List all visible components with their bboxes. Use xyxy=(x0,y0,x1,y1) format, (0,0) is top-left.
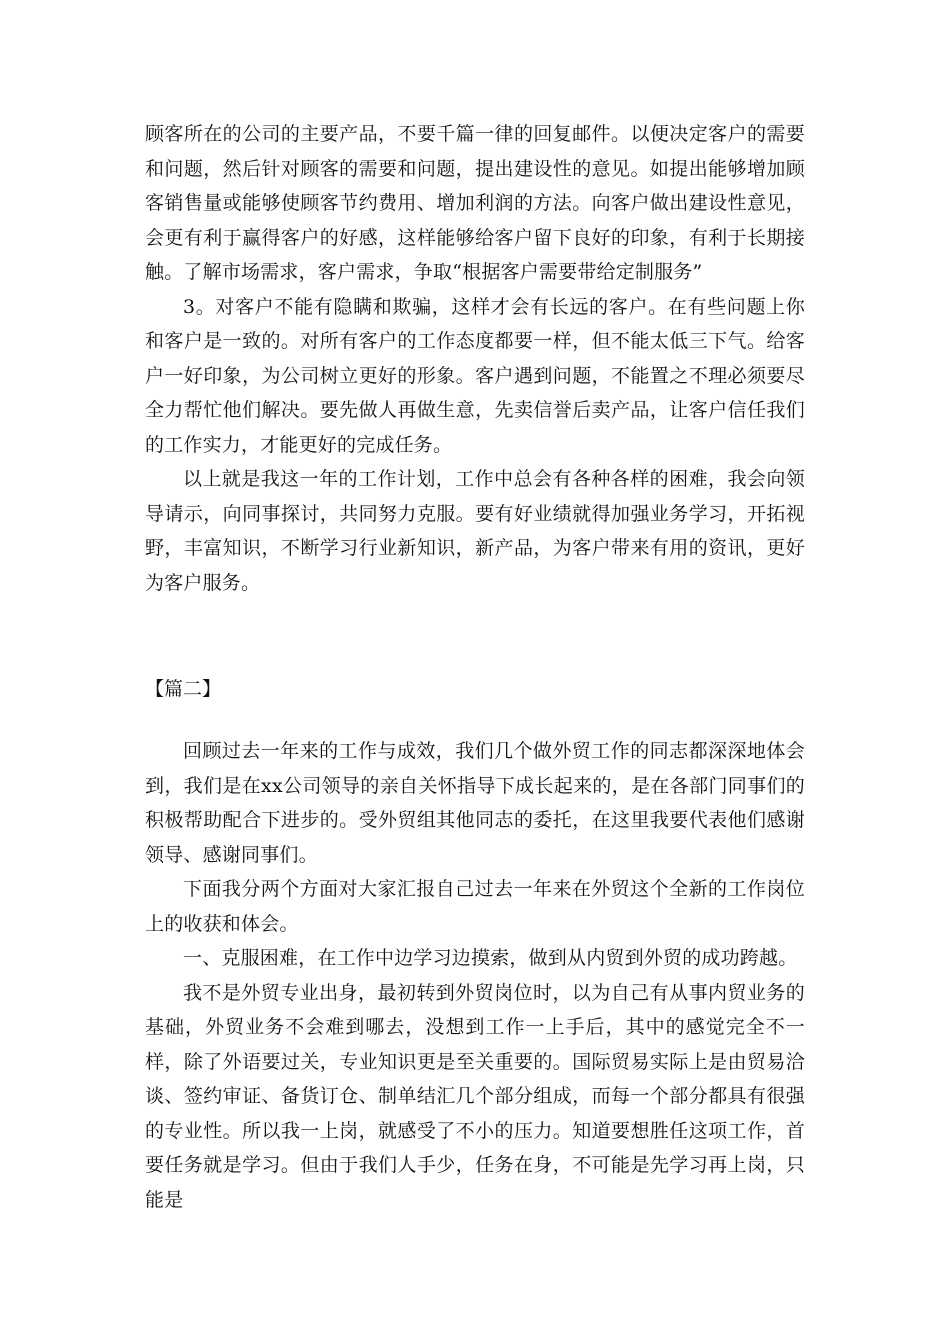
section-one-body xyxy=(145,117,805,600)
section-two-body xyxy=(145,734,805,1217)
paragraph-continued: 顾客所在的公司的主要产品，不要千篇一律的回复邮件。以便决定客户的需要和问题，然后针对顾客的需要和问题，提出建设性的意见。如提出能够增加顾客销售量或能够使顾客节约费用、增加利润的方法。向客户做出建设性意见，会更有利于赢得客户的好感，这样能够给客户留下良好的印象，有利于长期接触。了解市场需求，客户需求，争取“根据客户需要带给定制服务” xyxy=(145,123,805,283)
paragraph-background: 我不是外贸专业出身，最初转到外贸岗位时，以为自己有从事内贸业务的基础，外贸业务不会难到哪去，没想到工作一上手后，其中的感觉完全不一样，除了外语要过关，专业知识更是至关重要的。国际贸易实际上是由贸易洽谈、签约审证、备货订仓、制单结汇几个部分组成，而每一个部分都具有很强的专业性。所以我一上岗，就感受了不小的压力。知道要想胜任这项工作，首要任务就是学习。但由于我们人手少，任务在身，不可能是先学习再上岗，只能是 xyxy=(145,981,805,1211)
paragraph-conclusion: 以上就是我这一年的工作计划，工作中总会有各种各样的困难，我会向领导请示，向同事探讨，共同努力克服。要有好业绩就得加强业务学习，开拓视野，丰富知识，不断学习行业新知识，新产品，为客户带来有用的资讯，更好为客户服务。 xyxy=(145,468,805,594)
paragraph-intro: 下面我分两个方面对大家汇报自己过去一年来在外贸这个全新的工作岗位上的收获和体会。 xyxy=(145,878,805,935)
section-heading: 【篇二】 xyxy=(145,678,222,700)
paragraph-point-one: 一、克服困难，在工作中边学习边摸索，做到从内贸到外贸的成功跨越。 xyxy=(183,947,798,969)
paragraph-review: 回顾过去一年来的工作与成效，我们几个做外贸工作的同志都深深地体会到，我们是在xx公司领导的亲自关怀指导下成长起来的，是在各部门同事们的积极帮助配合下进步的。受外贸组其他同志的委托，在这里我要代表他们感谢领导、感谢同事们。 xyxy=(145,740,805,866)
paragraph-item-3: 3。对客户不能有隐瞒和欺骗，这样才会有长远的客户。在有些问题上你和客户是一致的。对所有客户的工作态度都要一样，但不能太低三下气。给客户一好印象，为公司树立更好的形象。客户遇到问题，不能置之不理必须要尽全力帮忙他们解决。要先做人再做生意，先卖信誉后卖产品，让客户信任我们的工作实力，才能更好的完成任务。 xyxy=(145,295,805,456)
